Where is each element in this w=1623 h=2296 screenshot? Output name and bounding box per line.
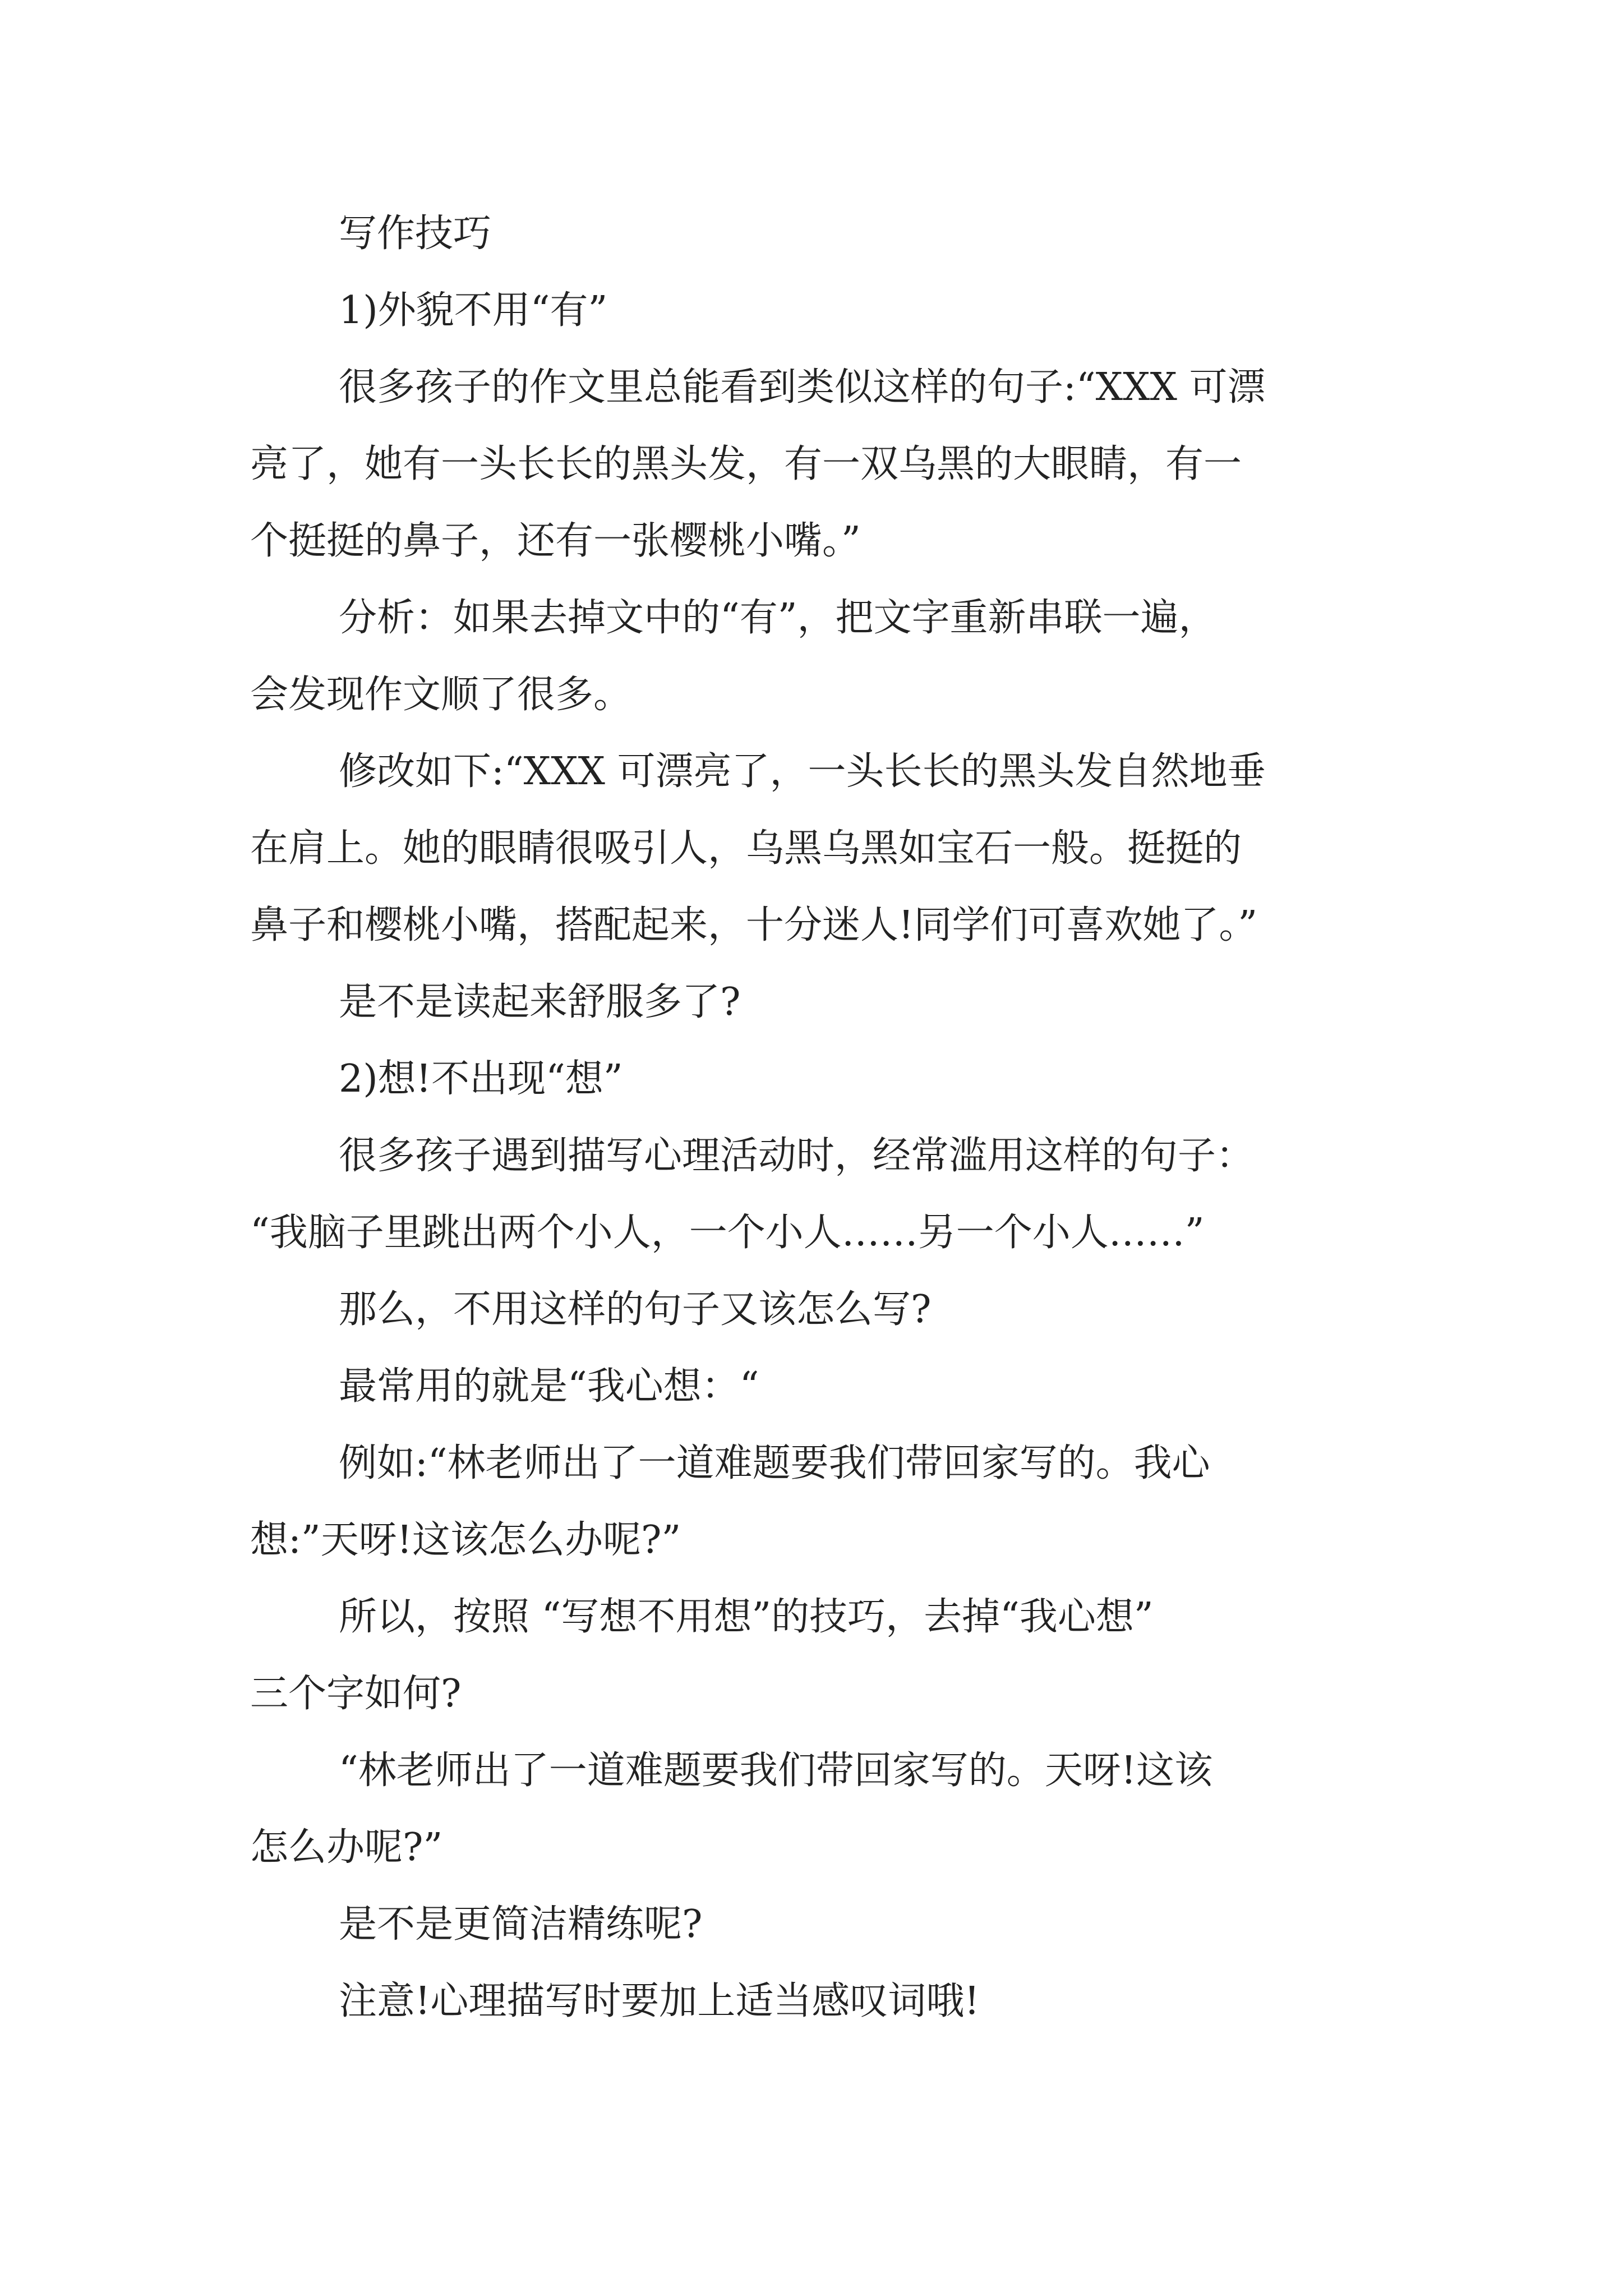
- paragraph-9: [250, 1579, 1384, 1732]
- paragraph-11: 是不是更简洁精练呢?: [339, 1902, 703, 1947]
- paragraph-5-line-1: 很多孩子遇到描写心理活动时，经常滥用这样的句子：: [339, 1134, 1255, 1178]
- paragraph-1-line-1: 很多孩子的作文里总能看到类似这样的句子:“XXX 可漂: [339, 365, 1266, 409]
- paragraph-7: 最常用的就是“我心想：“: [339, 1364, 759, 1409]
- paragraph-4: 是不是读起来舒服多了?: [339, 980, 741, 1024]
- paragraph-2-line-2: 会发现作文顺了很多。: [250, 673, 632, 717]
- document-heading: 写作技巧: [339, 211, 492, 256]
- paragraph-5: [250, 1117, 1384, 1271]
- paragraph-3-line-3: 鼻子和樱桃小嘴，搭配起来，十分迷人!同学们可喜欢她了。”: [250, 903, 1258, 947]
- paragraph-1: [250, 349, 1384, 579]
- paragraph-3: [250, 733, 1384, 964]
- paragraph-3-line-2: 在肩上。她的眼睛很吸引人，乌黑乌黑如宝石一般。挺挺的: [250, 826, 1242, 871]
- paragraph-1-line-2: 亮了，她有一头长长的黑头发，有一双乌黑的大眼睛，有一: [250, 442, 1242, 486]
- paragraph-2: [250, 579, 1384, 733]
- paragraph-1-line-3: 个挺挺的鼻子，还有一张樱桃小嘴。”: [250, 519, 861, 563]
- paragraph-8-line-2: 想:”天呀!这该怎么办呢?”: [250, 1518, 681, 1562]
- paragraph-6: 那么，不用这样的句子又该怎么写?: [339, 1287, 932, 1332]
- paragraph-9-line-2: 三个字如何?: [250, 1672, 462, 1716]
- document-body: [250, 195, 1384, 2040]
- paragraph-2-line-1: 分析：如果去掉文中的“有”，把文字重新串联一遍，: [339, 596, 1217, 640]
- section-2-title: 2)想!不出现“想”: [339, 1057, 623, 1101]
- paragraph-9-line-1: 所以，按照 “写想不用想”的技巧，去掉“我心想”: [339, 1595, 1154, 1639]
- paragraph-10-line-1: “林老师出了一道难题要我们带回家写的。天呀!这该: [339, 1749, 1213, 1793]
- paragraph-5-line-2: “我脑子里跳出两个小人，一个小人……另一个小人……”: [250, 1211, 1205, 1255]
- paragraph-8: [250, 1425, 1384, 1579]
- paragraph-12: 注意!心理描写时要加上适当感叹词哦!: [339, 1979, 980, 2023]
- paragraph-3-line-1: 修改如下:“XXX 可漂亮了，一头长长的黑头发自然地垂: [339, 749, 1266, 794]
- paragraph-10: [250, 1732, 1384, 1886]
- section-1-title: 1)外貌不用“有”: [339, 288, 608, 333]
- paragraph-8-line-1: 例如:“林老师出了一道难题要我们带回家写的。我心: [339, 1441, 1210, 1485]
- paragraph-10-line-2: 怎么办呢?”: [250, 1825, 443, 1870]
